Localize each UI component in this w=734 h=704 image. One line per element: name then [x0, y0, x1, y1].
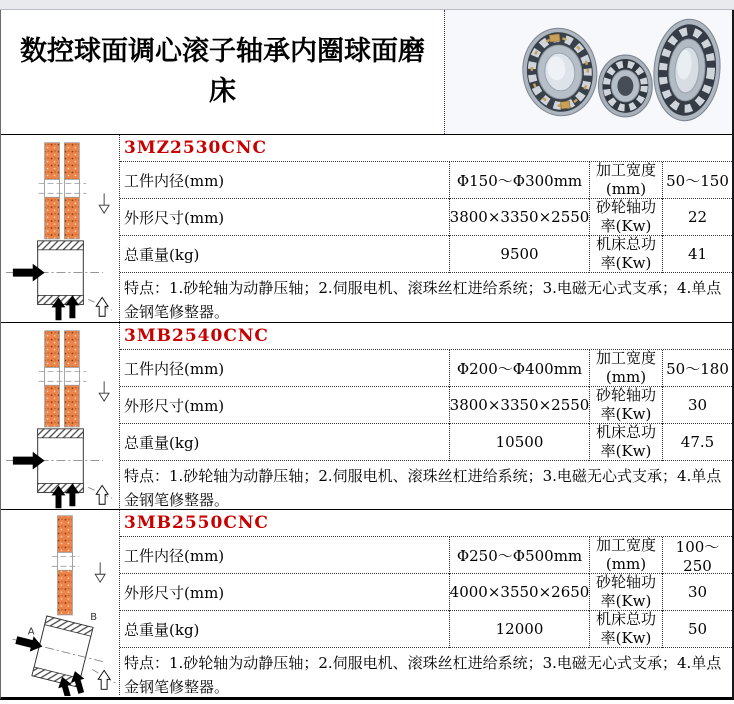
- model-name: 3MB2540CNC: [120, 323, 732, 350]
- product-section-3mz2530cnc: [1, 135, 732, 322]
- spec-label: 工件内径(mm): [120, 350, 449, 387]
- spec-value: 9500: [449, 236, 589, 273]
- spec-label-2: 砂轮轴功率(Kw): [589, 199, 662, 236]
- spec-label: 外形尺寸(mm): [120, 574, 449, 611]
- twin-wheel-grinder-diagram-icon: [1, 135, 119, 321]
- twin-wheel-grinder-diagram-icon: [1, 323, 119, 509]
- spec-label: 工件内径(mm): [120, 162, 449, 199]
- spec-value: 10500: [449, 424, 589, 461]
- spec-value-2: 50～150: [662, 162, 732, 199]
- spec-value-2: 100～250: [662, 537, 732, 574]
- spec-value-2: 41: [662, 236, 732, 273]
- page-title: 数控球面调心滚子轴承内圈球面磨床: [20, 35, 425, 107]
- diagram-cell: [1, 510, 120, 696]
- spec-label-2: 机床总功率(Kw): [589, 424, 662, 461]
- spec-label: 总重量(kg): [120, 236, 449, 273]
- spec-label-2: 加工宽度(mm): [589, 162, 662, 199]
- title-cell: [1, 10, 445, 134]
- spec-value-2: 30: [662, 574, 732, 611]
- bearing-medium-icon: [650, 17, 724, 124]
- diagram-label-a: A: [27, 626, 35, 638]
- bearing-large-icon: [518, 24, 602, 120]
- spec-value: 4000×3550×2650: [449, 574, 589, 611]
- spec-label: 外形尺寸(mm): [120, 199, 449, 236]
- features-text: 特点：1.砂轮轴为动静压轴；2.伺服电机、滚珠丝杠进给系统；3.电磁无心式支承；4.单点金钢笔修整器。: [124, 654, 722, 696]
- product-section-3mb2550cnc: [1, 509, 732, 696]
- product-section-3mb2540cnc: [1, 322, 732, 509]
- spec-value-2: 22: [662, 199, 732, 236]
- diagram-cell: [1, 135, 120, 322]
- features-text: 特点：1.砂轮轴为动静压轴；2.伺服电机、滚珠丝杠进给系统；3.电磁无心式支承；4.单点金钢笔修整器。: [124, 279, 722, 321]
- header: [1, 10, 732, 135]
- spec-label-2: 加工宽度(mm): [589, 350, 662, 387]
- spec-value: Φ150～Φ300mm: [449, 162, 589, 199]
- spec-label: 外形尺寸(mm): [120, 387, 449, 424]
- model-name: 3MZ2530CNC: [120, 135, 732, 162]
- spec-value-2: 47.5: [662, 424, 732, 461]
- spec-value: 12000: [449, 611, 589, 648]
- spec-label-2: 机床总功率(Kw): [589, 236, 662, 273]
- spec-value: 3800×3350×2550: [449, 199, 589, 236]
- spec-value-2: 50: [662, 611, 732, 648]
- bearings-photo: [445, 12, 732, 132]
- spec-label-2: 机床总功率(Kw): [589, 611, 662, 648]
- window-top-strip: [0, 0, 734, 10]
- model-name: 3MB2550CNC: [120, 510, 732, 537]
- photo-cell: [445, 10, 732, 134]
- single-wheel-tilted-grinder-diagram-icon: [1, 510, 119, 696]
- spec-value-2: 30: [662, 387, 732, 424]
- bearing-small-icon: [598, 55, 652, 117]
- spec-label-2: 加工宽度(mm): [589, 537, 662, 574]
- spec-value: Φ200～Φ400mm: [449, 350, 589, 387]
- spec-value: 3800×3350×2550: [449, 387, 589, 424]
- diagram-cell: [1, 323, 120, 509]
- spec-label: 总重量(kg): [120, 611, 449, 648]
- spec-label: 工件内径(mm): [120, 537, 449, 574]
- spec-label-2: 砂轮轴功率(Kw): [589, 387, 662, 424]
- spec-value: Φ250～Φ500mm: [449, 537, 589, 574]
- document-frame: [0, 10, 734, 700]
- features-text: 特点：1.砂轮轴为动静压轴；2.伺服电机、滚珠丝杠进给系统；3.电磁无心式支承；4.单点金钢笔修整器。: [124, 467, 722, 509]
- spec-label-2: 砂轮轴功率(Kw): [589, 574, 662, 611]
- spec-label: 总重量(kg): [120, 424, 449, 461]
- spec-value-2: 50～180: [662, 350, 732, 387]
- diagram-label-b: B: [90, 611, 98, 623]
